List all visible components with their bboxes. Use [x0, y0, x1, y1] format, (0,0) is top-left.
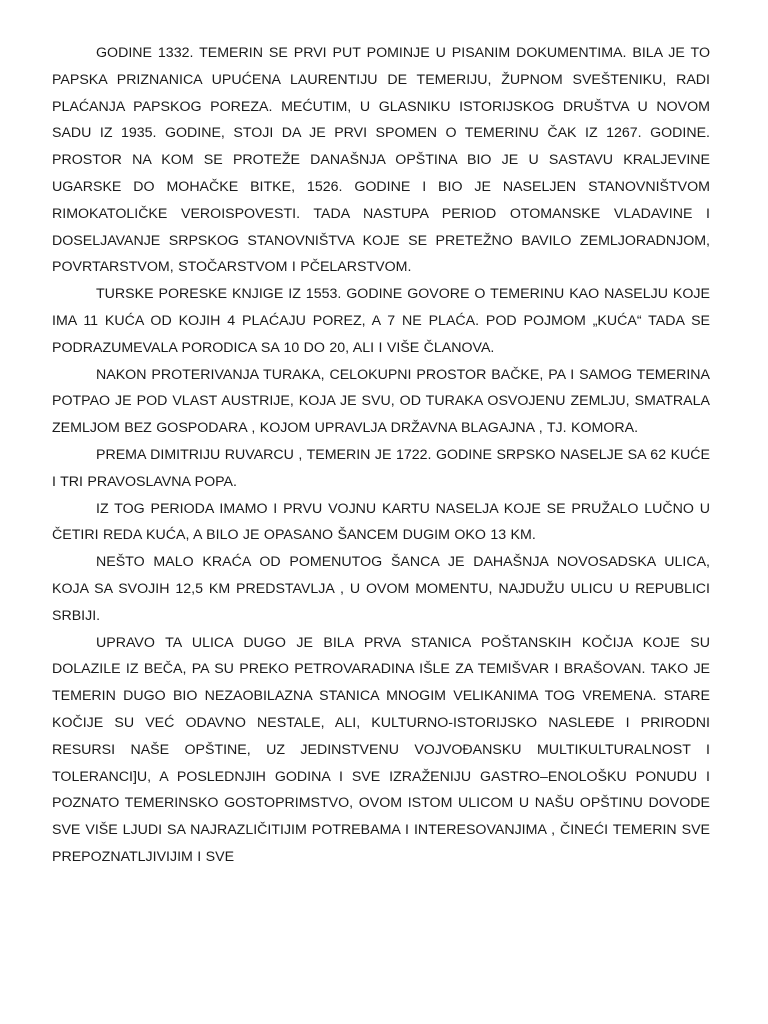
paragraph-ruvarac-1722: PREMA DIMITRIJU RUVARCU , TEMERIN JE 1722. GODINE SRPSKO NASELJE SA 62 KUĆE I TRI PRAVOSLAVNA POPA. — [52, 446, 710, 490]
paragraph-history-1332: GODINE 1332. TEMERIN SE PRVI PUT POMINJE U PISANIM DOKUMENTIMA. BILA JE TO PAPSKA PRIZNANICA UPUĆENA LAURENTIJU DE TEMERIJU, ŽUPNOM SVEŠTENIKU, RADI PLAĆANJA PAPSKOG POREZA. MEĆUTIM, U GLASNIKU ISTORIJSKOG DRUŠTVA U NOVOM SADU IZ 1935. GODINE, STOJI DA JE PRVI SPOMEN O TEMERINU ČAK IZ 1267. GODINE. PROSTOR NA KOM SE PROTEŽE DANAŠNJA OPŠTINA BIO JE U SASTAVU KRALJEVINE UGARSKE DO MOHAČKE BITKE, 1526. GODINE I BIO JE NASELJEN STANOVNIŠTVOM RIMOKATOLIČKE VEROISPOVESTI. TADA NASTUPA PERIOD OTOMANSKE VLADAVINE I DOSELJAVANJE SRPSKOG STANOVNIŠTVA KOJE SE PRETEŽNO BAVILO ZEMLJORADNJOM, POVRTARSTVOM, STOČARSTVOM I PČELARSTVOM. — [52, 45, 710, 276]
paragraph-postal-coaches: UPRAVO TA ULICA DUGO JE BILA PRVA STANICA POŠTANSKIH KOČIJA KOJE SU DOLAZILE IZ BEČA, PA SU PREKO PETROVARADINA IŠLE ZA TEMIŠVAR I BRAŠOVAN. TAKO JE TEMERIN DUGO BIO NEZAOBILAZNA STANICA MNOGIM VELIKANIMA TOG VREMENA. STARE KOČIJE SU VEĆ ODAVNO NESTALE, ALI, KULTURNO-ISTORIJSKO NASLEĐE I PRIRODNI RESURSI NAŠE OPŠTINE, UZ JEDINSTVENU VOJVOĐANSKU MULTIKULTURALNOST I TOLERANCI]U, A POSLEDNJIH GODINA I SVE IZRAŽENIJU GASTRO–ENOLOŠKU PONUDU I POZNATO TEMERINSKO GOSTOPRIMSTVO, OVOM ISTOM ULICOM U NAŠU OPŠTINU DOVODE SVE VIŠE LJUDI SA NAJRAZLIČITIJIM POTREBAMA I INTERESOVANJIMA , ČINEĆI TEMERIN SVE PREPOZNATLJIVIJIM I SVE — [52, 634, 710, 865]
document-page — [52, 40, 710, 871]
paragraph-tax-books-1553: TURSKE PORESKE KNJIGE IZ 1553. GODINE GOVORE O TEMERINU KAO NASELJU KOJE IMA 11 KUĆA OD KOJIH 4 PLAĆAJU POREZ, A 7 NE PLAĆA. POD POJMOM „KUĆA“ TADA SE PODRAZUMEVALA PORODICA SA 10 DO 20, ALI I VIŠE ČLANOVA. — [52, 286, 710, 356]
paragraph-austrian-rule: NAKON PROTERIVANJA TURAKA, CELOKUPNI PROSTOR BAČKE, PA I SAMOG TEMERINA POTPAO JE POD VLAST AUSTRIJE, KOJA JE SVU, OD TURAKA OSVOJENU ZEMLJU, SMATRALA ZEMLJOM BEZ GOSPODARA , KOJOM UPRAVLJA DRŽAVNA BLAGAJNA , TJ. KOMORA. — [52, 366, 710, 437]
paragraph-military-map: IZ TOG PERIODA IMAMO I PRVU VOJNU KARTU NASELJA KOJE SE PRUŽALO LUČNO U ČETIRI REDA KUĆA, A BILO JE OPASANO ŠANCEM DUGIM OKO 13 KM. — [52, 500, 710, 544]
paragraph-novosadska-street: NEŠTO MALO KRAĆA OD POMENUTOG ŠANCA JE DAHAŠNJA NOVOSADSKA ULICA, KOJA SA SVOJIH 12,5 KM PREDSTAVLJA , U OVOM MOMENTU, NAJDUŽU ULICU U REPUBLICI SRBIJI. — [52, 554, 710, 624]
